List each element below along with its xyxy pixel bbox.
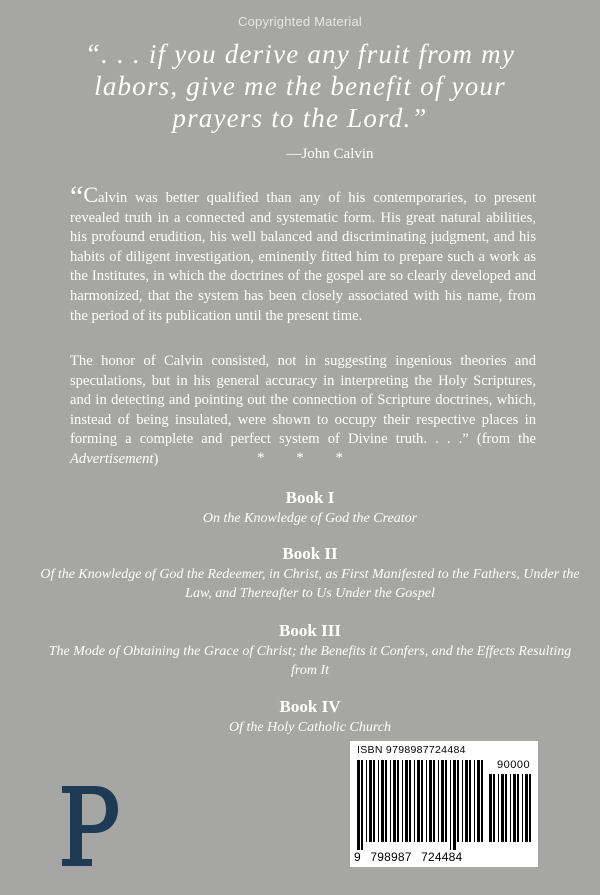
- book-title: Book I: [285, 488, 335, 507]
- barcode-bar: [474, 760, 475, 842]
- barcode-bar: [357, 760, 360, 850]
- blurb-paragraph-1: [70, 180, 536, 326]
- isbn-addon-number: 90000: [497, 759, 531, 771]
- barcode-bar: [505, 774, 507, 842]
- barcode-bar: [417, 760, 420, 842]
- book-subtitle: Of the Knowledge of God the Redeemer, in Christ, as First Manifested to the Fathers, Under the Law, and Thereafter to Us Under the Gospel: [40, 567, 580, 601]
- book-title: Book IV: [279, 697, 341, 716]
- barcode-bar: [465, 760, 468, 842]
- barcode-bar: [393, 760, 396, 842]
- epigraph-line: “. . . if you derive any fruit from my: [84, 39, 516, 69]
- epigraph-line: labors, give me the benefit of your: [94, 71, 506, 101]
- barcode-bar: [525, 774, 528, 842]
- barcode-bar: [493, 774, 495, 842]
- book-entry-3: [40, 620, 580, 680]
- barcode-bar: [390, 760, 391, 842]
- book-subtitle: Of the Holy Catholic Church: [228, 720, 392, 735]
- barcode-bar: [397, 760, 399, 842]
- paragraph-text: The honor of Calvin consisted, not in suggesting ingenious theories and speculations, but in his general accuracy in interpreting the Holy Scriptures, and in detecting and pointing out the connection of Scripture doctrines, which, instead of being insulated, were shown to occupy their respective places in forming a complete and perfect system of Divine truth. . . .” (from the: [70, 353, 536, 448]
- isbn-barcode: [350, 741, 538, 867]
- barcode-bar: [517, 774, 519, 842]
- barcode-bar: [469, 760, 471, 842]
- barcode-bar: [429, 760, 432, 842]
- barcode-bar: [421, 760, 423, 842]
- barcode-bar: [433, 760, 435, 842]
- barcode-bar: [381, 760, 384, 842]
- barcode-bars: [357, 760, 483, 850]
- barcode-bar: [529, 774, 531, 842]
- barcode-bar: [477, 760, 480, 842]
- drop-cap: C: [83, 182, 99, 207]
- book-subtitle: The Mode of Obtaining the Grace of Christ; the Benefits it Confers, and the Effects Resulting from It: [48, 644, 572, 678]
- barcode-bar: [366, 760, 367, 842]
- epigraph-line: prayers to the Lord.”: [172, 103, 428, 133]
- paragraph-end: ): [153, 450, 159, 467]
- book-title: Book II: [282, 544, 338, 563]
- barcode-bar: [453, 760, 456, 850]
- barcode-bar: [369, 760, 372, 842]
- barcode-bar: [457, 760, 459, 842]
- barcode-bar: [409, 760, 411, 842]
- book-entry-4: [40, 696, 580, 737]
- open-quote: “: [70, 180, 84, 213]
- barcode-bar: [445, 760, 447, 842]
- barcode-bar: [481, 760, 483, 842]
- barcode-bar: [462, 760, 463, 842]
- paragraph-text: alvin was better qualified than any of his contemporaries, to present revealed truth in a connected and systematic form. His great natural abilities, his profound erudition, his well balanced and discriminating judgment, and his habits of diligent investigation, eminently fitted him to prepare such a work as the Institutes, in which the doctrines of the gospel are so clearly developed and harmonized, that the system has been closely associated with his name, from the period of its publication until the present time.: [70, 190, 536, 324]
- barcode-bar: [402, 760, 403, 842]
- isbn-label: ISBN 9798987724484: [357, 744, 466, 756]
- barcode-bar: [450, 760, 451, 850]
- barcode-bar: [378, 760, 379, 842]
- barcode-bar: [361, 760, 363, 850]
- barcode-bar: [522, 774, 523, 842]
- source-title: Advertisement: [70, 450, 154, 467]
- book-title: Book III: [279, 621, 341, 640]
- section-separator: * * *: [257, 450, 357, 466]
- barcode-bar: [385, 760, 387, 842]
- book-entry-1: [40, 487, 580, 528]
- addon-bars: [489, 774, 533, 850]
- barcode-bar: [489, 774, 492, 842]
- epigraph-quote: [40, 38, 560, 134]
- barcode-bar: [441, 760, 444, 842]
- barcode-bar: [405, 760, 408, 842]
- book-entry-2: [40, 543, 580, 603]
- publisher-p-logo-icon: [58, 782, 120, 870]
- epigraph-attribution: —John Calvin: [286, 146, 374, 162]
- copyright-watermark: Copyrighted Material: [238, 14, 362, 29]
- barcode-bar: [513, 774, 516, 842]
- isbn-digits: 9 798987 724484: [354, 850, 463, 864]
- barcode-bar: [501, 774, 504, 842]
- barcode-bar: [438, 760, 439, 842]
- barcode-bar: [426, 760, 427, 842]
- book-subtitle: On the Knowledge of God the Creator: [202, 511, 418, 526]
- barcode-bar: [498, 774, 499, 842]
- barcode-bar: [414, 760, 415, 842]
- barcode-bar: [510, 774, 511, 842]
- barcode-bar: [373, 760, 375, 842]
